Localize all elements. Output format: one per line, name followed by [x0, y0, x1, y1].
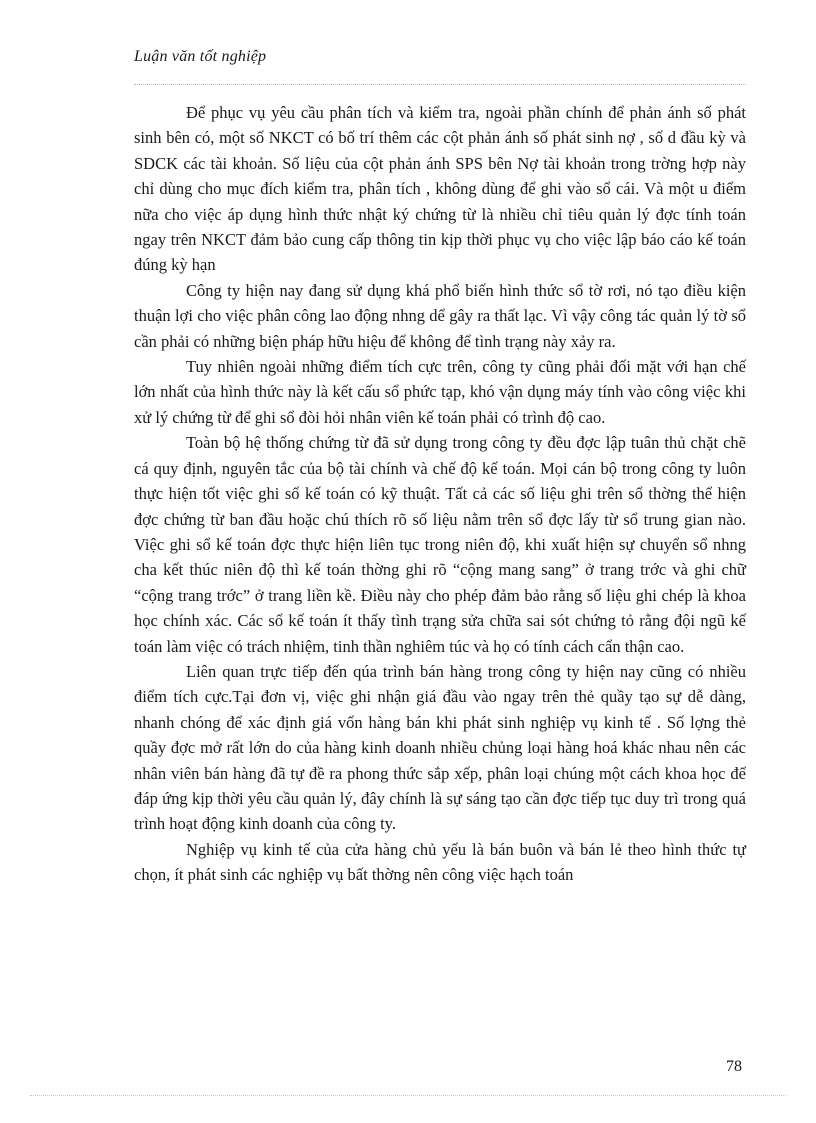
paragraph: Công ty hiện nay đang sử dụng khá phổ biến hình thức sổ tờ rơi, nó tạo điều kiện thuận lợi cho việc phân công lao động nhng dể gây ra thất lạc. Vì vậy công tác quản lý tờ sổ cần phải có những biện pháp hữu hiệu để không để tình trạng này xảy ra.: [134, 280, 746, 351]
paragraph: Liên quan trực tiếp đến qúa trình bán hàng trong công ty hiện nay cũng có nhiều điểm tích cực.Tại đơn vị, việc ghi nhận giá đầu vào ngay trên thẻ quầy tạo sự dễ dàng, nhanh chóng để xác định giá vốn hàng bán khi phát sinh nghiệp vụ kinh tế . Số lợng thẻ quầy đợc mở rất lớn do của hàng kinh doanh nhiều chủng loại hàng hoá khác nhau nên các nhân viên bán hàng đã tự đề ra phong thức sắp xếp, phân loại chúng một cách khoa học để đáp ứng kịp thời yêu cầu quản lý, đây chính là sự sáng tạo cần đợc tiếp tục duy trì trong quá trình hoạt động kinh doanh của công ty.: [134, 661, 746, 834]
paragraph: Để phục vụ yêu cầu phân tích và kiểm tra, ngoài phần chính để phản ánh số phát sinh bên có, một số NKCT có bố trí thêm các cột phản ánh số phát sinh nợ , số d đầu kỳ và SDCK các tài khoản. Số liệu của cột phản ánh SPS bên Nợ tài khoản trong trờng hợp này chỉ dùng cho mục đích kiểm tra, phân tích , không dùng để ghi vào sổ cái. Và một u điểm nữa cho việc áp dụng hình thức nhật ký chứng từ là nhiều chỉ tiêu quản lý đợc tính toán ngay trên NKCT đảm bảo cung cấp thông tin kịp thời phục vụ cho việc lập báo cáo kế toán đúng kỳ hạn: [134, 103, 746, 275]
page-number: 78: [726, 1058, 742, 1075]
paragraph: Nghiệp vụ kinh tế của cửa hàng chủ yếu là bán buôn và bán lẻ theo hình thức tự chọn, ít phát sinh các nghiệp vụ bất thờng nên công việc hạch toán: [134, 839, 746, 885]
header-divider: [134, 84, 746, 85]
running-header: Luận văn tốt nghiệp: [134, 48, 267, 65]
paragraph: Tuy nhiên ngoài những điểm tích cực trên, công ty cũng phải đối mặt với hạn chế lớn nhất của hình thức này là kết cấu sổ phức tạp, khó vận dụng máy tính vào công việc khi xử lý chứng từ để ghi sổ đòi hỏi nhân viên kế toán phải có trình độ cao.: [134, 357, 746, 427]
document-body: [134, 100, 746, 888]
footer-divider: [30, 1095, 786, 1096]
paragraph: Toàn bộ hệ thống chứng từ đã sử dụng trong công ty đều đợc lập tuân thủ chặt chẽ cá quy định, nguyên tắc của bộ tài chính và chế độ kế toán. Mọi cán bộ trong công ty luôn thực hiện tốt việc ghi sổ kế toán có kỹ thuật. Tất cả các số liệu ghi trên sổ thờng thể hiện đợc chứng từ ban đầu hoặc chú thích rõ số liệu nằm trên sổ đợc lấy từ sổ trung gian nào. Việc ghi sổ kế toán đợc thực hiện liên tục trong niên độ, khi xuất hiện sự chuyển sổ nhng cha kết thúc niên độ thì kế toán thờng ghi rõ “cộng mang sang” ở trang trớc và ghi chữ “cộng trang trớc” ở trang liền kề. Điều này cho phép đảm bảo rằng số liệu ghi chép là khoa học chính xác. Các sổ kế toán ít thấy tình trạng sửa chữa sai sót chứng tỏ rằng đội ngũ kế toán làm việc có trách nhiệm, tinh thần nghiêm túc và họ có tính cách cẩn thận cao.: [134, 433, 746, 656]
